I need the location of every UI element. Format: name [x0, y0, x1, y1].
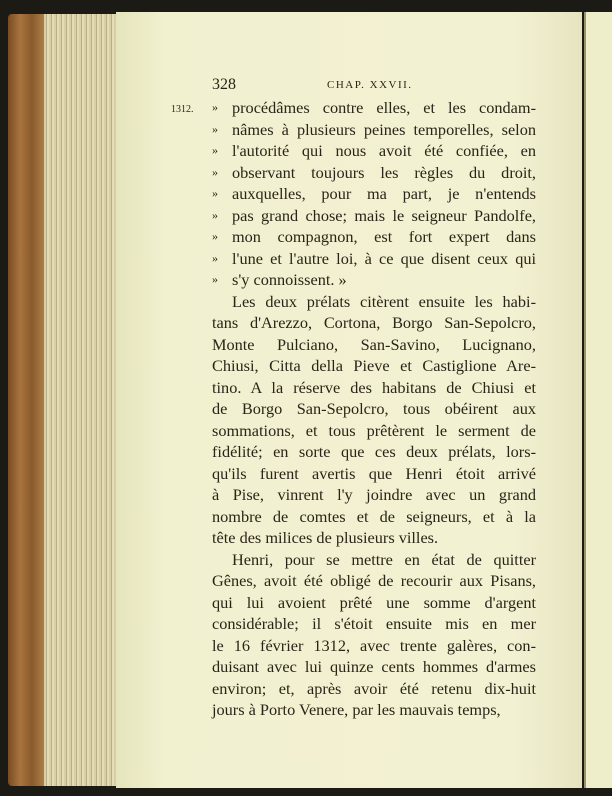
text-line: tête des milices de plusieurs villes. [212, 528, 439, 547]
text-line: Monte Pulciano, San-Savino, Lucignano, [212, 334, 536, 354]
line-text: l'autorité qui nous avoit été confiée, en [232, 141, 536, 160]
quote-mark: » [212, 186, 218, 200]
quote-mark: » [212, 229, 218, 243]
body-text [212, 97, 536, 721]
line-text: observant toujours les règles du droit, [232, 162, 536, 182]
line-text: l'une et l'autre loi, à ce que disent ceux qui [232, 248, 536, 268]
text-line: jours à Porto Venere, par les mauvais temps, [212, 700, 501, 719]
line-text: procédâmes contre elles, et les condam- [232, 98, 536, 117]
quoted-line [212, 226, 536, 248]
quote-mark: » [212, 164, 218, 179]
text-line: environ; et, après avoir été retenu dix-huit [212, 678, 536, 698]
quoted-line [212, 140, 536, 162]
quote-mark: » [212, 272, 218, 286]
quoted-line [212, 248, 536, 270]
line-text: auxquelles, pour ma part, je n'entends [232, 184, 536, 203]
text-line: Gênes, avoit été obligé de recourir aux Pisans, [212, 571, 536, 590]
text-line: qu'ils furent avertis que Henri étoit arrivé [212, 463, 536, 483]
book-cover-edge [8, 14, 48, 786]
quote-mark: » [212, 207, 218, 222]
quote-mark: » [212, 250, 218, 265]
quoted-line [212, 269, 536, 291]
line-text: nâmes à plusieurs peines temporelles, selon [232, 119, 536, 139]
line-text: mon compagnon, est fort expert dans [232, 227, 536, 246]
text-line: sommations, et tous prêtèrent le serment de [212, 420, 536, 440]
text-line: de Borgo San-Sepolcro, tous obéirent aux [212, 399, 536, 418]
text-line: fidélité; en sorte que ces deux prélats, lors- [212, 442, 536, 461]
text-line: le 16 février 1312, avec trente galères, con- [212, 635, 536, 655]
quoted-line [212, 97, 536, 119]
text-line: Henri, pour se mettre en état de quitter [232, 549, 536, 569]
text-line: nombre de comtes et de seigneurs, et à la [212, 506, 536, 526]
quoted-line [212, 205, 536, 227]
quote-mark: » [212, 143, 218, 157]
text-line: à Pise, vinrent l'y joindre avec un grand [212, 485, 536, 504]
text-line: tino. A la réserve des habitans de Chiusi et [212, 377, 536, 397]
text-line: considérable; il s'étoit ensuite mis en mer [212, 614, 536, 633]
facing-page-edge [584, 12, 612, 788]
page-number: 328 [212, 76, 236, 93]
text-line: qui lui avoient prêté une somme d'argent [212, 592, 536, 612]
margin-year: 1312. [171, 104, 194, 115]
page-edges [44, 14, 118, 786]
quoted-line [212, 119, 536, 141]
text-line: tans d'Arezzo, Cortona, Borgo San-Sepolcro, [212, 313, 536, 332]
quoted-line [212, 183, 536, 205]
chapter-heading: CHAP. XXVII. [327, 79, 413, 91]
quoted-line [212, 162, 536, 184]
line-text: s'y connoissent. » [232, 270, 347, 289]
line-text: pas grand chose; mais le seigneur Pandolfe, [232, 205, 536, 225]
text-line: duisant avec lui quinze cents hommes d'armes [212, 657, 536, 676]
quote-mark: » [212, 100, 218, 114]
text-line: Les deux prélats citèrent ensuite les habi- [232, 291, 536, 311]
quote-mark: » [212, 121, 218, 136]
text-line: Chiusi, Citta della Pieve et Castiglione Are- [212, 356, 536, 375]
